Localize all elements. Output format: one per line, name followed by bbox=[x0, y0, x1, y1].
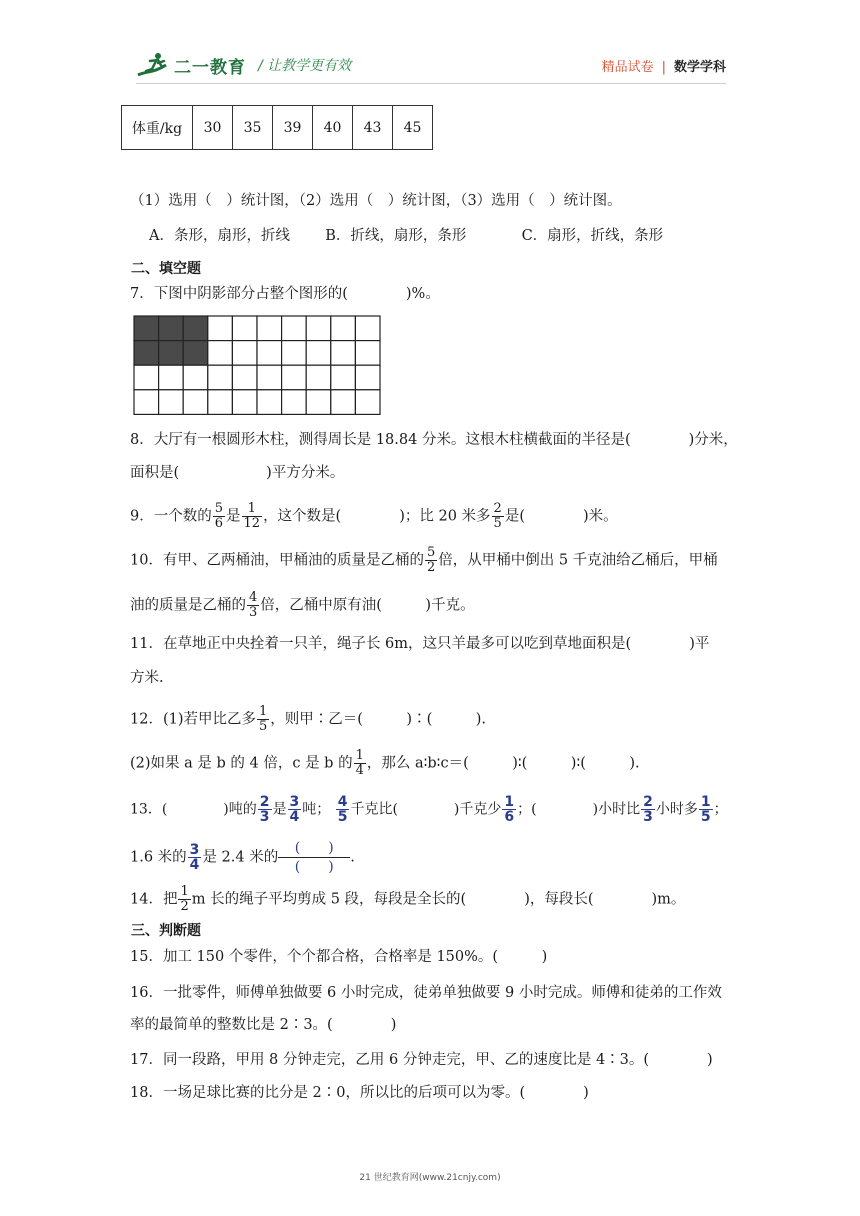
fraction: $\frac{2}{3}$ bbox=[259, 794, 270, 825]
q13-text: 是 2.4 米的 bbox=[202, 849, 279, 866]
grid-cell bbox=[306, 390, 331, 415]
table-cell: 30 bbox=[193, 106, 233, 150]
weight-table bbox=[121, 105, 433, 150]
option-c: C．扇形，折线，条形 bbox=[521, 228, 664, 244]
q17: 17．同一段路，甲用 8 分钟走完，乙用 6 分钟走完，甲、乙的速度比是 4∶3。( ) bbox=[130, 1052, 713, 1068]
q12-text: (2)如果 a 是 b 的 4 倍，c 是 b 的 bbox=[130, 755, 353, 772]
runner-logo-icon bbox=[136, 51, 170, 79]
grid-cell bbox=[208, 341, 233, 366]
grid-cell bbox=[355, 365, 380, 390]
grid-cell bbox=[355, 341, 380, 366]
grid-cell bbox=[232, 316, 257, 341]
q13-line1 bbox=[130, 795, 728, 824]
q7-text: 7．下图中阴影部分占整个图形的( )%。 bbox=[130, 286, 440, 302]
q18: 18．一场足球比赛的比分是 2∶0，所以比的后项可以为零。( ) bbox=[130, 1085, 589, 1101]
fraction: $\frac{5}{6}$ bbox=[214, 501, 224, 531]
q10-text: 倍，从甲桶中倒出 5 千克油给乙桶后，甲桶 bbox=[438, 552, 718, 569]
q13-text: 吨； bbox=[302, 801, 331, 818]
grid-cell bbox=[257, 316, 282, 341]
header-divider bbox=[136, 83, 726, 84]
section-judgement: 三、判断题 bbox=[131, 923, 201, 939]
q-chart-line: （1）选用（ ）统计图，（2）选用（ ）统计图，（3）选用（ ）统计图。 bbox=[130, 193, 622, 209]
q9-text: 9．一个数的 bbox=[130, 508, 212, 525]
grid-cell bbox=[208, 390, 233, 415]
shaded-grid-figure bbox=[133, 315, 383, 416]
grid-cell-shaded bbox=[183, 316, 208, 341]
q16-line2: 率的最简单的整数比是 2∶3。( ) bbox=[130, 1017, 397, 1033]
q13-text: 是 bbox=[272, 801, 287, 818]
grid-cell bbox=[331, 390, 356, 415]
option-a: A．条形，扇形，折线 bbox=[149, 228, 290, 244]
grid-cell bbox=[159, 365, 184, 390]
q9-text: ，这个数是( )；比 20 米多 bbox=[263, 508, 491, 525]
q12-text: ，则甲∶乙＝( )∶( ). bbox=[270, 711, 487, 728]
q12-part2 bbox=[130, 749, 640, 778]
grid-cell bbox=[282, 341, 307, 366]
q14 bbox=[130, 885, 685, 914]
q13-text: . bbox=[350, 849, 355, 866]
fraction: $\frac{1}{12}$ bbox=[243, 501, 261, 531]
grid-cell bbox=[306, 341, 331, 366]
brand-logo bbox=[136, 50, 246, 80]
q11-line2: 方米. bbox=[130, 670, 164, 686]
grid-cell bbox=[134, 390, 159, 415]
grid-cell-shaded bbox=[159, 341, 184, 366]
grid-cell bbox=[306, 365, 331, 390]
q13-text: 1.6 米的 bbox=[130, 849, 187, 866]
option-b: B．折线，扇形，条形 bbox=[325, 228, 467, 244]
fraction-blank: $\frac{( )}{( )}$ bbox=[278, 839, 350, 876]
q12-text: 12．(1)若甲比乙多 bbox=[130, 711, 256, 728]
grid-cell bbox=[355, 390, 380, 415]
grid-cell bbox=[355, 316, 380, 341]
table-cell: 43 bbox=[353, 106, 393, 150]
q10-text: 油的质量是乙桶的 bbox=[130, 597, 246, 614]
fraction: $\frac{1}{4}$ bbox=[355, 748, 364, 778]
fraction: $\frac{1}{5}$ bbox=[700, 794, 711, 825]
fraction: $\frac{3}{4}$ bbox=[189, 842, 200, 873]
grid-cell bbox=[257, 365, 282, 390]
grid-cell-shaded bbox=[159, 316, 184, 341]
grid-cell bbox=[331, 365, 356, 390]
page-footer: 21 世纪教育网(www.21cnjy.com) bbox=[359, 1173, 501, 1183]
grid-cell bbox=[134, 365, 159, 390]
grid-cell bbox=[183, 390, 208, 415]
table-cell: 40 bbox=[313, 106, 353, 150]
q13-text: 千克比( )千克少 bbox=[350, 801, 502, 818]
q11-line1: 11．在草地正中央拴着一只羊，绳子长 6m，这只羊最多可以吃到草地面积是( )平 bbox=[130, 636, 710, 652]
q10-text: 倍，乙桶中原有油( )千克。 bbox=[260, 597, 475, 614]
q8-line1: 8．大厅有一根圆形木柱，测得周长是 18.84 分米。这根木柱横截面的半径是( )分米， bbox=[130, 432, 738, 448]
grid-cell bbox=[331, 316, 356, 341]
q9 bbox=[130, 502, 618, 531]
q14-text: 14．把 bbox=[130, 891, 178, 908]
grid-cell bbox=[257, 341, 282, 366]
table-header-cell: 体重/kg bbox=[122, 106, 193, 150]
grid-cell bbox=[208, 365, 233, 390]
fraction: $\frac{2}{3}$ bbox=[643, 794, 653, 825]
table-cell: 35 bbox=[233, 106, 273, 150]
grid-cell-shaded bbox=[134, 316, 159, 341]
grid-cell bbox=[232, 365, 257, 390]
grid-cell bbox=[306, 316, 331, 341]
q13-line2 bbox=[130, 839, 355, 876]
q16-line1: 16．一批零件，师傅单独做要 6 小时完成，徒弟单独做要 9 小时完成。师傅和徒弟的工作效 bbox=[130, 985, 722, 1001]
grid-cell bbox=[232, 390, 257, 415]
section-fill-in: 二、填空题 bbox=[131, 261, 201, 277]
grid-cell bbox=[232, 341, 257, 366]
fraction: $\frac{3}{4}$ bbox=[289, 794, 300, 825]
header-right bbox=[602, 56, 726, 75]
grid-cell bbox=[282, 316, 307, 341]
grid-cell bbox=[257, 390, 282, 415]
fraction: $\frac{1}{2}$ bbox=[180, 884, 189, 914]
q10-line1 bbox=[130, 546, 718, 575]
q9-text: 是 bbox=[226, 508, 241, 525]
table-cell: 45 bbox=[393, 106, 433, 150]
grid-cell bbox=[282, 365, 307, 390]
grid-cell bbox=[159, 390, 184, 415]
fraction: $\frac{1}{5}$ bbox=[259, 704, 268, 734]
q13-text: 13．( )吨的 bbox=[130, 801, 257, 818]
q8-line2: 面积是( )平方分米。 bbox=[130, 465, 345, 481]
fraction: $\frac{4}{5}$ bbox=[337, 794, 348, 825]
grid-cell bbox=[282, 390, 307, 415]
q14-text: m 长的绳子平均剪成 5 段，每段是全长的( )，每段长( )m。 bbox=[191, 891, 686, 908]
table-cell: 39 bbox=[273, 106, 313, 150]
q12-text: ，那么 a∶b∶c＝( )∶( )∶( ). bbox=[366, 755, 640, 772]
grid-cell-shaded bbox=[134, 341, 159, 366]
grid-cell bbox=[208, 316, 233, 341]
header-separator: | bbox=[661, 60, 666, 75]
q13-text: 小时多 bbox=[655, 801, 698, 818]
q13-text: ； bbox=[713, 801, 728, 818]
q10-text: 10．有甲、乙两桶油，甲桶油的质量是乙桶的 bbox=[130, 552, 424, 569]
grid-cell bbox=[331, 341, 356, 366]
grid-cell-shaded bbox=[183, 341, 208, 366]
q12-part1 bbox=[130, 705, 486, 734]
q10-line2 bbox=[130, 591, 475, 620]
slogan: / 让教学更有效 bbox=[258, 58, 352, 74]
q9-text: 是( )米。 bbox=[504, 508, 618, 525]
fraction: $\frac{4}{3}$ bbox=[249, 590, 258, 620]
q-chart-options bbox=[149, 226, 663, 246]
table-row bbox=[122, 106, 433, 150]
grid-cell bbox=[183, 365, 208, 390]
q13-text: ；( )小时比 bbox=[517, 801, 641, 818]
fraction: $\frac{5}{2}$ bbox=[426, 545, 436, 575]
fraction: $\frac{1}{6}$ bbox=[504, 794, 515, 825]
fraction: $\frac{2}{5}$ bbox=[493, 501, 502, 531]
header-label-quality: 精品试卷 bbox=[601, 60, 654, 75]
q15: 15．加工 150 个零件，个个都合格，合格率是 150%。( ) bbox=[130, 949, 548, 965]
logo-text: 二一教育 bbox=[174, 57, 246, 78]
header-label-subject: 数学学科 bbox=[673, 60, 726, 75]
